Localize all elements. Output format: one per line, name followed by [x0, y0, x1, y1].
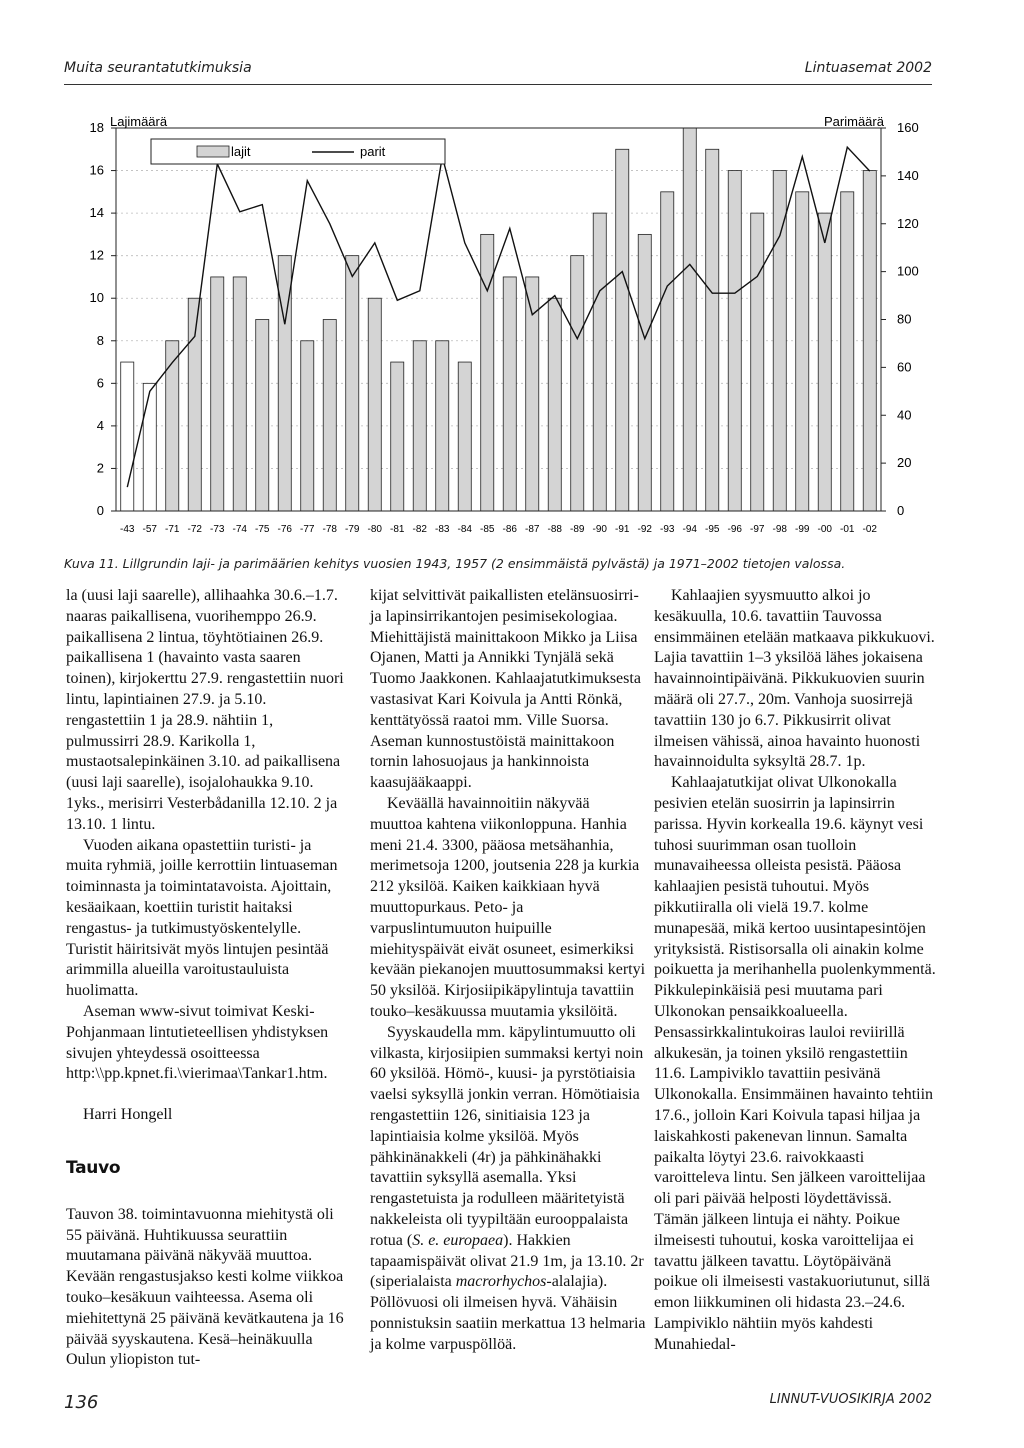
bar [481, 234, 494, 511]
paragraph: kijat selvittivät paikallisten etelänsuosirri- ja lapinsirrikantojen pesimisekologiaa. Miehittäjistä mainittakoon Mikko ja Liisa Ojanen, Matti ja Annikki Tynjälä sekä Tuomo Jaakkonen. Kahlaajatutkimuksesta vastasivat Kari Koivula ja Antti Rönkä, kenttätyössä raatoi mm. Ville Suorsa. Aseman kunnostustöistä mainittakoon tornin lahosuojaus ja hankinnoista kaasujääkaappi. [370, 587, 641, 792]
x-tick-label: -72 [187, 524, 202, 535]
bar [391, 362, 404, 511]
x-tick-label: -88 [547, 524, 562, 535]
bar [796, 192, 809, 511]
bar [301, 341, 314, 511]
right-tick-label: 120 [897, 215, 919, 231]
legend-bar-label: lajit [231, 144, 251, 159]
section-heading: Tauvo [66, 1157, 121, 1178]
left-tick-label: 10 [89, 290, 104, 306]
author-signature: Harri Hongell [83, 1106, 173, 1124]
legend-bar-swatch [197, 146, 229, 157]
x-tick-label: -80 [367, 524, 382, 535]
right-tick-label: 100 [897, 263, 919, 279]
page-number: 136 [64, 1392, 99, 1413]
bar [661, 192, 674, 511]
x-tick-label: -83 [435, 524, 450, 535]
right-tick-label: 140 [897, 167, 919, 183]
bar [166, 341, 179, 511]
x-axis-ticks [120, 524, 877, 535]
text-run: ). Hakkien tapaamispäivät olivat 21.9 1m, ja 13.10. 2r (siperialaista [370, 1231, 644, 1291]
left-tick-label: 0 [96, 503, 104, 518]
x-tick-label: -99 [795, 524, 810, 535]
bar [863, 171, 876, 511]
bar-series-lajit [121, 128, 877, 511]
x-tick-label: -97 [750, 524, 765, 535]
x-tick-label: -77 [300, 524, 315, 535]
paragraph: Kahlaajatutkijat olivat Ulkonokalla pesivien etelän suosirrin ja lapinsirrin parissa. Hyvin korkealla 19.6. käynyt vesi tuhosi suurimman osan tuolloin munavaiheessa olleista pesistä. Pääosa kahlaajien pesistä tuhoutui. Myös pikkutiiralla oli vielä 19.7. kolme munapesää, mikä kertoo uusintapesintöjen yrityksistä. Ristisorsalla oli ainakin kolme poikuetta ja merihanhella puolenkymmentä. Pikkulepinkäisiä pesi muutama pari Ulkonokan pensaikkoalueella. Pensassirkkalintukoiras lauloi reviirillä alkukesän, ja toinen yksilö rengastettiin 11.6. Lampiviklo tavattiin pesivänä Ulkonokalla. Ensimmäinen havainto tehtiin 17.6., jolloin Kari Koivula tapasi hiljaa ja laiskahkosti pakenevan linnun. Samalta paikalta löytyi 23.6. raivokkaasti varoitteleva lintu. Sen jälkeen varoittelijaa oli pari päivää helposti löydettävissä. Tämän jälkeen lintuja ei nähty. Poikue ilmeisesti tuhoutui, koska varoittelijaa ei tavattu jälkeen tavattu. Löytöpäivänä poikue oli ilmeisesti vastakuoriutunut, sillä emon liikkuminen oli hidasta 23.–24.6. Lampiviklo nähtiin myös kahdesti Munahiedal- [654, 774, 936, 1353]
bar [188, 298, 201, 511]
bar [121, 362, 134, 511]
left-tick-label: 4 [96, 417, 104, 433]
plot-frame [116, 128, 881, 511]
chart [64, 86, 944, 548]
x-tick-label: -85 [480, 524, 495, 535]
bar [638, 234, 651, 511]
bar [616, 149, 629, 511]
paragraph: la (uusi laji saarelle), allihaahka 30.6.–1.7. naaras paikallisena, vuorihemppo 26.9. paikallisena 2 lintua, töyhtötiainen 26.9. paikallisena 1 (havainto vasta saaren toinen), kirjokerttu 27.9. rengastettiin nuori lintu, lapintiainen 27.9. ja 5.10. rengastettiin 1 ja 28.9. nähtiin 1, pulmussirri 28.9. Karikolla 1, mustaotsalepinkäinen 3.10. ad paikallisena (uusi laji saarelle), isojalohaukka 9.10. 1yks., merisirri Vesterbådanilla 12.10. 2 ja 13.10. 1 lintu. [66, 587, 344, 833]
x-tick-label: -84 [457, 524, 472, 535]
bar [413, 341, 426, 511]
right-tick-label: 160 [897, 120, 919, 135]
text-run: -alalajia). Pöllövuosi oli ilmeisen hyvä. Vähäisin ponnistuksin saatiin merkattua 13 helmaria ja kolme varpuspöllöä. [370, 1273, 646, 1353]
left-axis-label: Lajimäärä [110, 114, 168, 129]
bar [368, 298, 381, 511]
paragraph: Aseman www-sivut toimivat Keski-Pohjanmaan lintutieteellisen yhdistyksen sivujen yhteydessä osoitteessa http:\\pp.kpnet.fi.\vierimaa\Tankar1.htm. [66, 1002, 329, 1083]
x-tick-label: -43 [120, 524, 135, 535]
x-tick-label: -90 [592, 524, 607, 535]
x-tick-label: -87 [525, 524, 540, 535]
x-tick-label: -81 [390, 524, 405, 535]
x-tick-label: -98 [772, 524, 787, 535]
x-tick-label: -76 [277, 524, 292, 535]
x-tick-label: -73 [210, 524, 225, 535]
header-rule [64, 84, 932, 85]
bar [571, 256, 584, 511]
left-tick-label: 6 [96, 375, 104, 391]
bar [841, 192, 854, 511]
paragraph: Vuoden aikana opastettiin turisti- ja muita ryhmiä, joille kerrottiin lintuaseman toiminnasta ja toimintatavoista. Ajoittain, kesäaikaan, koettiin turistit haitaksi rengastus- ja tutkimustyöskentelylle. Turistit häiritsivät myös lintujen pesintää arimmilla alueilla varoitustauluista huolimatta. [66, 836, 338, 1000]
legend [151, 139, 445, 164]
right-axis-label: Parimäärä [824, 114, 884, 129]
right-tick-label: 80 [897, 311, 912, 327]
bar [211, 277, 224, 511]
legend-line-label: parit [360, 144, 386, 159]
x-tick-label: -57 [142, 524, 157, 535]
x-tick-label: -91 [615, 524, 630, 535]
legend-box [151, 139, 445, 164]
x-tick-label: -96 [727, 524, 742, 535]
bar [323, 320, 336, 512]
bar [458, 362, 471, 511]
bar [818, 213, 831, 511]
x-tick-label: -86 [502, 524, 517, 535]
bar [706, 149, 719, 511]
x-tick-label: -00 [817, 524, 832, 535]
right-tick-label: 40 [897, 407, 912, 423]
text-column-2 [370, 586, 646, 1355]
bar [436, 341, 449, 511]
x-tick-label: -92 [637, 524, 652, 535]
x-tick-label: -74 [232, 524, 247, 535]
text-column-1 [66, 586, 348, 1371]
right-tick-label: 0 [897, 503, 905, 518]
bar [751, 213, 764, 511]
paragraph [370, 1023, 646, 1356]
paragraph: Kahlaajien syysmuutto alkoi jo kesäkuulla, 10.6. tavattiin Tauvossa ensimmäinen etelään matkaava pikkukuovi. Lajia tavattiin 1–3 yksilöä lähes jokaisena havainnointipäivänä. Pikkukuovien suurin määrä oli 27.7., 20m. Vanhoja suosirrejä tavattiin 130 jo 6.7. Pikkusirrit olivat ilmeisen vähissä, ainoa havainto huonosti havainnoidulta syksyltä 28.7. 1p. [654, 587, 935, 771]
x-tick-label: -78 [322, 524, 337, 535]
left-tick-label: 2 [96, 460, 104, 476]
bar [233, 277, 246, 511]
x-tick-label: -71 [165, 524, 180, 535]
bar [346, 256, 359, 511]
bar [683, 128, 696, 511]
left-tick-label: 18 [89, 120, 104, 135]
bar [728, 171, 741, 511]
bar [593, 213, 606, 511]
text-run: Syyskaudella mm. käpylintumuutto oli vilkasta, kirjosiipien summaksi kertyi noin 60 yksilöä. Hömö-, kuusi- ja pyrstötiaisia vaelsi syksyllä jonkin verran. Hömötiaisia rengastettiin 126, sinitiaisia 123 ja lapintiaisia kolme yksilöä. Myös pähkinänakkeli (4r) ja pähkinähakki tavattiin syksyllä asemalla. Yksi rengastetuista ja rodulleen määritetyistä nakkeleista oli tyypiltään eurooppalaista rotua ( [370, 1023, 644, 1249]
species-name: S. e. europaea [412, 1231, 504, 1249]
left-tick-label: 16 [89, 162, 104, 178]
text-column-3 [654, 586, 936, 1355]
x-tick-label: -75 [255, 524, 270, 535]
right-tick-label: 20 [897, 455, 912, 471]
right-axis-ticks [881, 120, 919, 518]
running-header-right: Lintuasemat 2002 [804, 60, 932, 76]
bar [503, 277, 516, 511]
bar [548, 298, 561, 511]
x-tick-label: -93 [660, 524, 675, 535]
paragraph: Keväällä havainnoitiin näkyvää muuttoa kahtena viikonloppuna. Hanhia meni 21.4. 3300, pääosa metsähanhia, merimetsoja 1200, joutsenia 228 ja kurkia 212 yksilöä. Kaiken kaikkiaan hyvä muuttopurkaus. Peto- ja varpuslintumuuton huipuille miehityspäivät eivät osuneet, esimerkiksi kevään piekanojen muuttosummaksi kertyi 50 yksilöä. Kirjosiipikäpylintuja tavattiin touko–kesäkuussa muutamia yksilöitä. [370, 794, 646, 1020]
figure-caption: Kuva 11. Lillgrundin laji- ja parimäärien kehitys vuosien 1943, 1957 (2 ensimmäistä pylvästä) ja 1971–2002 tietojen valossa. [64, 556, 846, 571]
running-footer: LINNUT-VUOSIKIRJA 2002 [769, 1392, 932, 1407]
left-tick-label: 14 [89, 205, 104, 221]
bar [143, 383, 156, 511]
x-tick-label: -94 [682, 524, 697, 535]
x-tick-label: -79 [345, 524, 360, 535]
gridlines [116, 171, 881, 469]
bar [256, 320, 269, 512]
right-tick-label: 60 [897, 359, 912, 375]
subspecies-name: macrorhychos [455, 1273, 547, 1291]
x-tick-label: -89 [570, 524, 585, 535]
left-tick-label: 12 [89, 247, 104, 263]
x-tick-label: -82 [412, 524, 427, 535]
paragraph: Tauvon 38. toimintavuonna miehitystä oli 55 päivänä. Huhtikuussa seurattiin muutamana päivänä näkyvää muuttoa. Kevään rengastusjakso kesti kolme viikkoa touko–kesäkuun vaihteessa. Asema oli miehitettynä 25 päivänä kevätkautena ja 16 päivää syyskautena. Kesä–heinäkuulla Oulun yliopiston tut- [66, 1205, 344, 1369]
x-tick-label: -01 [840, 524, 855, 535]
running-header-left: Muita seurantatutkimuksia [64, 60, 252, 76]
left-tick-label: 8 [96, 332, 104, 348]
x-tick-label: -02 [862, 524, 877, 535]
left-axis-ticks [90, 120, 116, 518]
x-tick-label: -95 [705, 524, 720, 535]
